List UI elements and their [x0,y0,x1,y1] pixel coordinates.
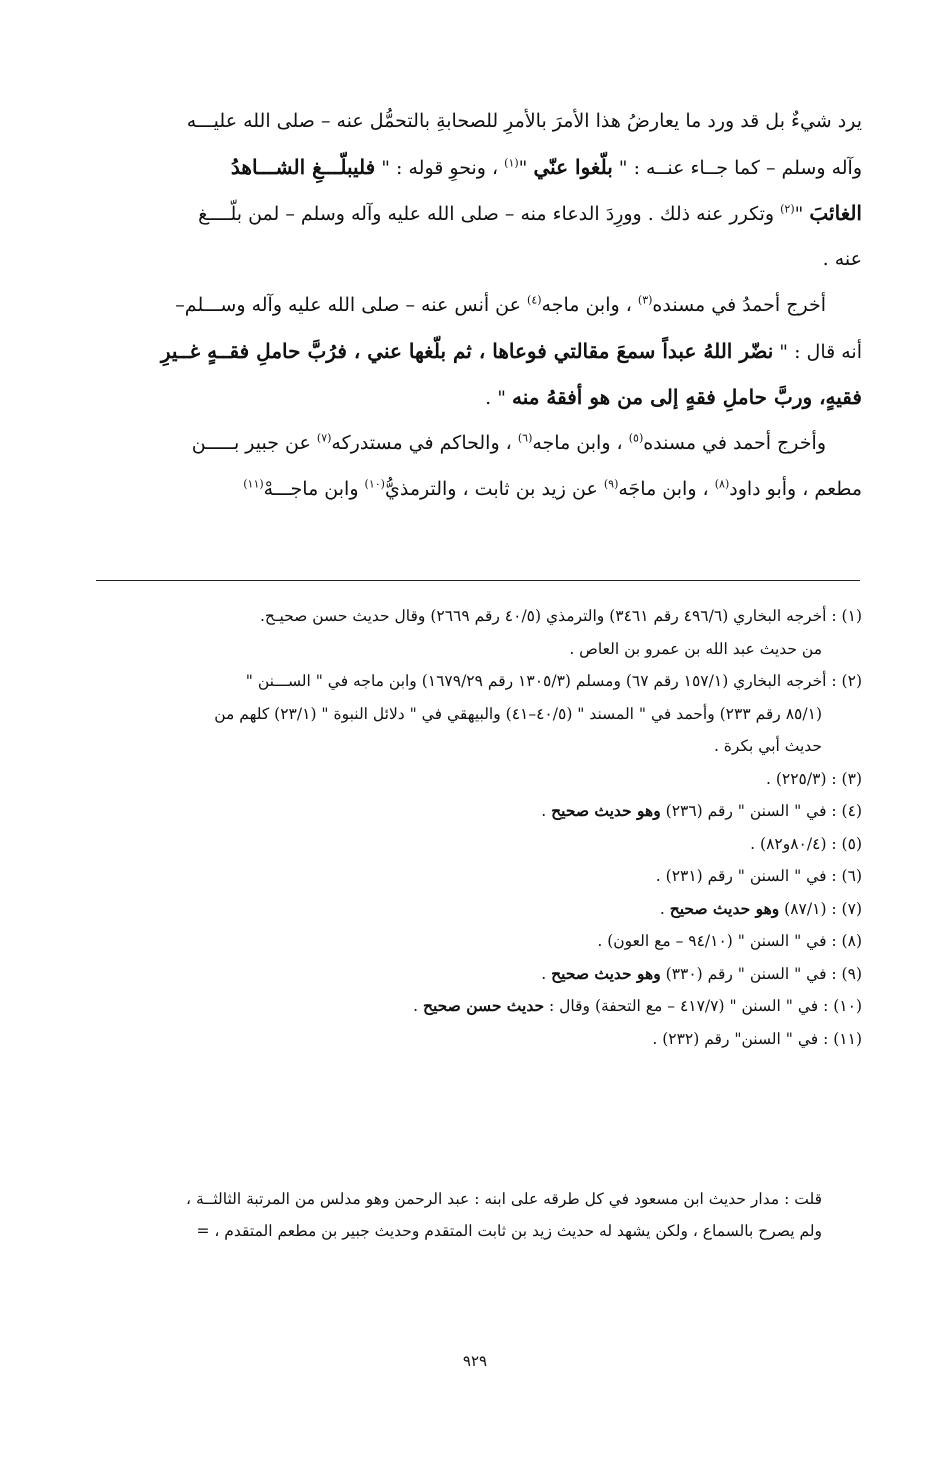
text-line [96,190,862,236]
footnote-separator [96,580,860,581]
footnote-text: (٣) : (٢٢٥/٣) . [766,769,862,788]
text-span: ، وابن ماجَه [618,478,715,500]
footnote-ref[interactable]: (٥) [628,431,644,445]
footnote-text: حديث أبي بكرة . [713,737,822,755]
footnote-ref[interactable]: (١) [504,156,519,170]
text-span: وابن ماجـــهْ [263,478,365,500]
footnote-ref[interactable]: (١١) [243,477,264,491]
footnote-6 [96,860,862,893]
text-span: وتكرر عنه ذلك . وورِدَ الدعاء منه – صلى الله عليه وآله وسلم – لمن بلّــــغ [198,203,781,225]
hadith-quote: فقيهٍ، وربَّ حاملِ فقهٍ إلى من هو أفقهُ منه [511,385,862,409]
text-span: وآله وسلم – كما جــاء عنــه : " [612,157,862,179]
footnote-ref[interactable]: (٢) [780,202,795,216]
footnote-text: . [541,964,552,983]
main-text [96,98,862,512]
grading-text: وهو حديث صحيح [669,898,780,918]
hadith-quote: الغائبَ [809,201,862,225]
text-span: " [794,203,810,225]
footnote-text: (٨) : في " السنن " (٩٤/١٠ – مع العون) . [597,932,862,950]
text-line [96,236,862,282]
footnote-ref[interactable]: (٦) [517,431,533,445]
footnote-ref[interactable]: (٤) [527,293,542,307]
text-line [96,144,862,190]
commentary-text: قلت : مدار حديث ابن مسعود في كل طرقه على ابنه : عبد الرحمن وهو مدلس من المرتبة الثالثــة ، [186,1190,822,1208]
footnote-5 [96,828,862,861]
text-span: يرد شيءٌ بل قد ورد ما يعارضُ هذا الأمرَ بالأمرِ للصحابةِ بالتحمُّل عنه – صلى الله عليـــه [186,110,862,132]
text-span: أخرج أحمدُ في مسنده [652,294,826,316]
text-span: ، وابن ماجه [541,294,638,316]
footnote-1-cont [96,633,862,666]
footnote-11 [96,1023,862,1056]
text-span: مطعم ، وأبو داود [729,478,862,500]
text-span: أنه قال : " [773,341,862,363]
footnote-text: (٦) : في " السنن " رقم (٢٣١) . [655,867,862,885]
text-line [96,420,862,466]
footnote-7 [96,893,862,926]
footnote-text: (٧) : (٨٧/١) [779,899,862,918]
footnote-ref[interactable]: (٨) [714,477,730,491]
footnote-ref[interactable]: (٣) [637,293,653,307]
text-line [96,374,862,420]
footnote-ref[interactable]: (١٠) [364,477,385,491]
footnote-10 [96,990,862,1023]
footnote-1 [96,600,862,633]
footnote-2-cont [96,730,862,763]
footnote-text: . [541,802,552,820]
grading-text: وهو حديث صحيح [551,801,661,820]
footnote-text: (١٠) : في " السنن " (٤١٧/٧ – مع التحفة) وقال : [544,997,862,1015]
text-span: عن جبير بـــــن [191,432,317,454]
text-line [96,466,862,512]
footnote-text: (٩) : في " السنن " رقم (٣٣٠) [660,964,862,983]
footnote-text: . [413,997,423,1015]
commentary-line [96,1215,862,1247]
commentary-text: ولم يصرح بالسماع ، ولكن يشهد له حديث زيد بن ثابت المتقدم وحديث جبير بن مطعم المتقدم ، = [196,1222,822,1240]
text-span: ، ونحوِ قوله : " [375,157,505,179]
footnote-9 [96,958,862,991]
text-span: " . [485,387,512,409]
footnote-3 [96,763,862,796]
footnote-2 [96,665,862,698]
footnote-text: . [659,899,670,918]
text-span: عن زيد بن ثابت ، والترمذيُّ [384,478,604,500]
hadith-quote: فليبلّـــغِ الشـــاهدُ [230,155,376,179]
footnote-2-cont [96,698,862,731]
commentary [96,1183,862,1247]
text-line [96,98,862,144]
commentary-line [96,1183,862,1215]
footnote-text: (٥) : (٨٠/٤و٨٢) . [750,834,862,853]
footnote-text: (١) : أخرجه البخاري (٤٩٦/٦ رقم ٣٤٦١) والترمذي (٤٠/٥ رقم ٢٦٦٩) وقال حديث حسن صحيـح. [259,607,862,625]
footnote-text: (٢) : أخرجه البخاري (١٥٧/١ رقم ٦٧) ومسلم (١٣٠٥/٣ رقم ١٦٧٩/٢٩) وابن ماجه في " الســـنن " [245,672,862,690]
footnote-text: من حديث عبد الله بن عمرو بن العاص . [569,639,822,658]
footnote-text: (٤) : في " السنن " رقم (٢٣٦) [660,802,862,820]
text-span: ، وابن ماجه [532,432,629,454]
page-number: ٩٢٩ [462,1352,488,1370]
footnote-ref[interactable]: (٩) [603,477,619,491]
text-line [96,328,862,374]
hadith-quote: بلّغوا عنّي [533,155,613,179]
footnote-4 [96,795,862,828]
grading-text: وهو حديث صحيح [551,963,661,983]
footnote-ref[interactable]: (٧) [316,431,332,445]
grading-text: حديث حسن صحيح [422,996,545,1015]
text-span: ، والحاكم في مستدركه [331,432,518,454]
text-span: " [518,157,534,179]
text-span: عن أنس عنه – صلى الله عليه وآله وســـلم– [175,294,528,316]
footnotes [96,600,862,1055]
footnote-8 [96,925,862,958]
hadith-quote: نضّر اللهُ عبداً سمعَ مقالتي فوعاها ، ثم بلّغها عني ، فرُبَّ حاملِ فقــهٍ غــيرِ [160,339,774,363]
text-span: وأخرج أحمد في مسنده [643,432,826,454]
footnote-text: (٨٥/١ رقم ٢٣٣) وأحمد في " المسند " (٤٠/٥–٤١) والبيهقي في " دلائل النبوة " (٢٣/١) كلهم من [214,704,822,723]
text-span: عنه . [822,248,862,270]
footnote-text: (١١) : في " السنن" رقم (٢٣٢) . [652,1029,862,1048]
text-line [96,282,862,328]
